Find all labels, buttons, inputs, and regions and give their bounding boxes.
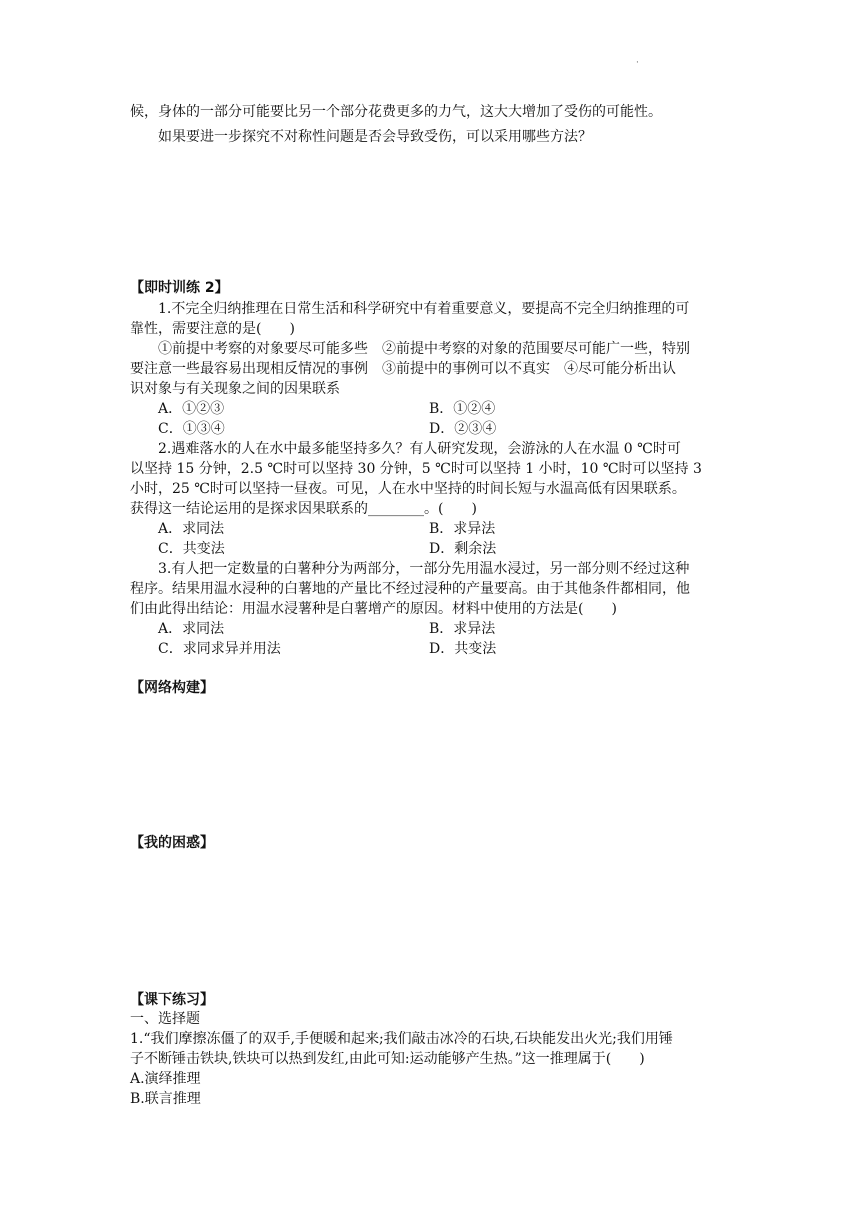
page-mark: ·	[636, 58, 639, 68]
section-heading-training2: 【即时训练 2】	[130, 280, 229, 296]
option-b: B．求异法	[429, 521, 496, 537]
option-d: D．②③④	[429, 421, 497, 437]
question-line: 3.有人把一定数量的白薯种分为两部分，一部分先用温水浸过，另一部分则不经过这种	[158, 561, 690, 577]
question-line: 们由此得出结论：用温水浸薯种是白薯增产的原因。材料中使用的方法是( )	[130, 601, 617, 617]
option-a: A．求同法	[158, 621, 225, 637]
question-line: ①前提中考察的对象要尽可能多些 ②前提中考察的对象的范围要尽可能广一些，特别	[158, 341, 690, 357]
option-c: C．求同求异并用法	[158, 641, 281, 657]
option-b: B.联言推理	[130, 1091, 201, 1107]
section-heading-network: 【网络构建】	[130, 680, 214, 696]
subsection-title: 一、选择题	[130, 1011, 200, 1027]
option-a: A．①②③	[158, 401, 225, 417]
option-b: B．求异法	[429, 621, 496, 637]
section-heading-after-class: 【课下练习】	[130, 992, 214, 1008]
question-line: 程序。结果用温水浸种的白薯地的产量比不经过浸种的产量要高。由于其他条件都相同，他	[130, 581, 690, 597]
question-line: 以坚持 15 分钟，2.5 ℃时可以坚持 30 分钟，5 ℃时可以坚持 1 小时，10 ℃时可以坚持 3	[130, 461, 702, 477]
question-line: 要注意一些最容易出现相反情况的事例 ③前提中的事例可以不真实 ④尽可能分析出认	[130, 361, 676, 377]
section-heading-confusion: 【我的困惑】	[130, 835, 214, 851]
question-line: 子不断锤击铁块,铁块可以热到发红,由此可知:运动能够产生热。”这一推理属于( )	[130, 1051, 645, 1067]
option-d: D．共变法	[429, 641, 497, 657]
question-line: 1.“我们摩擦冻僵了的双手,手便暖和起来;我们敲击冰冷的石块,石块能发出火光;我们用锤	[130, 1031, 673, 1047]
question-line: 靠性，需要注意的是( )	[130, 321, 295, 337]
option-d: D．剩余法	[429, 541, 497, 557]
paragraph-line: 候，身体的一部分可能要比另一个部分花费更多的力气，这大大增加了受伤的可能性。	[130, 104, 662, 120]
question-line: 小时，25 ℃时可以坚持一昼夜。可见，人在水中坚持的时间长短与水温高低有因果联系。	[130, 481, 686, 497]
option-c: C．共变法	[158, 541, 225, 557]
question-line: 获得这一结论运用的是探求因果联系的________。( )	[130, 501, 477, 517]
option-a: A.演绎推理	[130, 1071, 201, 1087]
option-a: A．求同法	[158, 521, 225, 537]
question-line: 2.遇难落水的人在水中最多能坚持多久？有人研究发现，会游泳的人在水温 0 ℃时可	[158, 441, 681, 457]
option-b: B．①②④	[429, 401, 496, 417]
question-line: 识对象与有关现象之间的因果联系	[130, 381, 340, 397]
paragraph-line: 如果要进一步探究不对称性问题是否会导致受伤，可以采用哪些方法？	[158, 129, 592, 145]
option-c: C．①③④	[158, 421, 225, 437]
question-line: 1.不完全归纳推理在日常生活和科学研究中有着重要意义，要提高不完全归纳推理的可	[158, 301, 690, 317]
